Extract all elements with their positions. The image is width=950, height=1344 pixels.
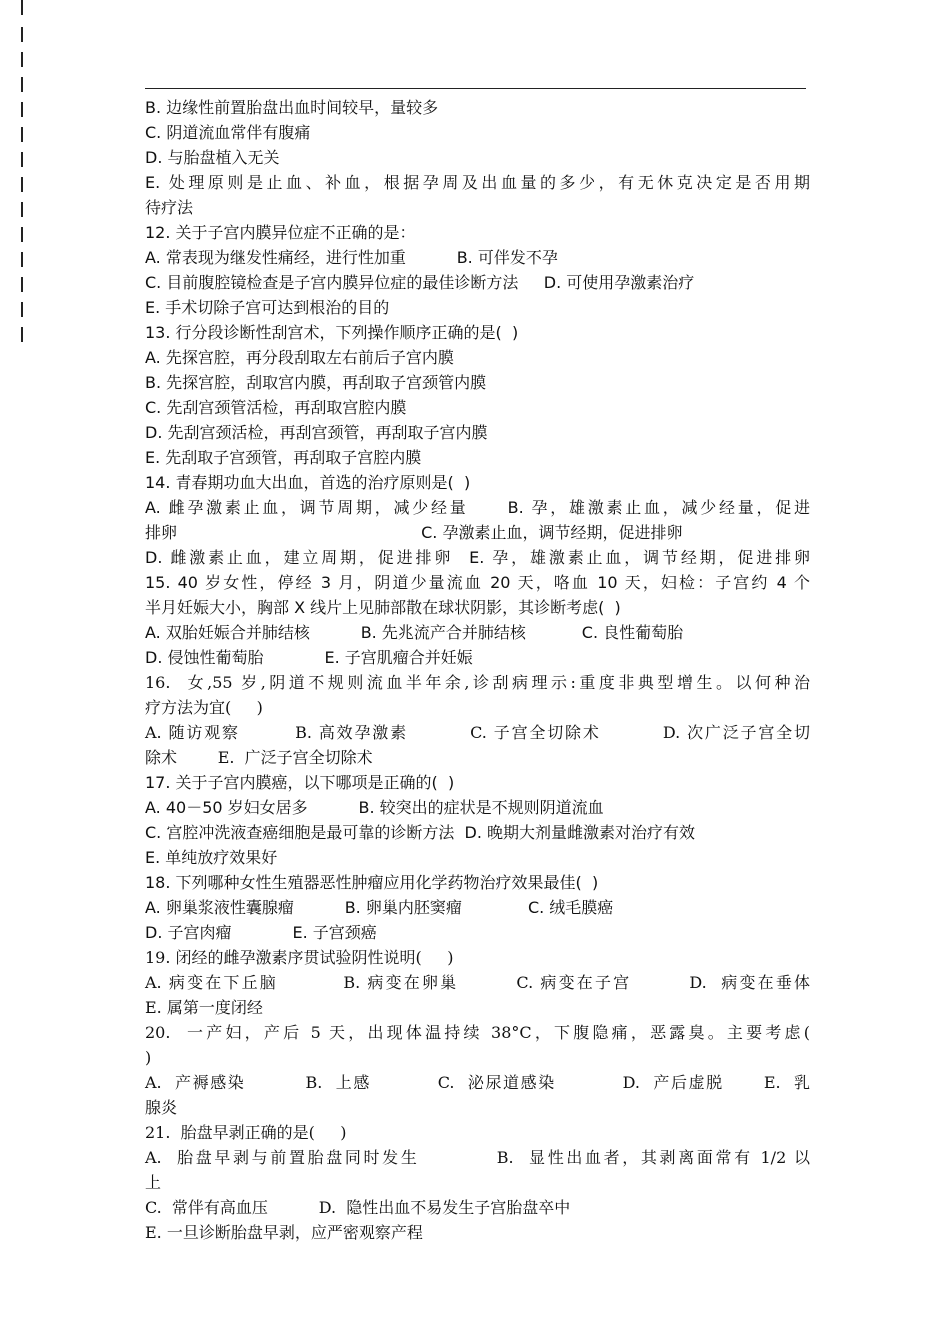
text-line: 排卵 C. 孕激素止血，调节经期，促进排卵 bbox=[145, 523, 683, 542]
text-line: ) bbox=[145, 1048, 152, 1067]
margin-mark bbox=[21, 0, 23, 15]
text-line: E. 单纯放疗效果好 bbox=[145, 848, 278, 867]
text-line: 除术 E. 广泛子宫全切除术 bbox=[145, 748, 373, 767]
text-line: 19. 闭经的雌孕激素序贯试验阴性说明( ) bbox=[145, 948, 454, 967]
margin-mark bbox=[21, 52, 23, 67]
text-line: A. 先探宫腔，再分段刮取左右前后子宫内膜 bbox=[145, 348, 454, 367]
margin-mark bbox=[21, 77, 23, 92]
text-line: A. 双胎妊娠合并肺结核 B. 先兆流产合并肺结核 C. 良性葡萄胎 bbox=[145, 623, 684, 642]
margin-mark bbox=[21, 277, 23, 292]
header-rule bbox=[145, 88, 806, 89]
margin-mark bbox=[21, 177, 23, 192]
margin-mark bbox=[21, 127, 23, 142]
margin-mark bbox=[21, 202, 23, 217]
text-line: D. 侵蚀性葡萄胎 E. 子宫肌瘤合并妊娠 bbox=[145, 648, 473, 667]
text-line: A. 病变在下丘脑 B. 病变在卵巢 C. 病变在子宫 D. 病变在垂体 bbox=[145, 973, 810, 992]
text-line: C. 宫腔冲洗液查癌细胞是最可靠的诊断方法 D. 晚期大剂量雌激素对治疗有效 bbox=[145, 823, 696, 842]
text-line: D. 与胎盘植入无关 bbox=[145, 148, 280, 167]
text-line: D. 雌激素止血，建立周期，促进排卵 E. 孕，雄激素止血，调节经期，促进排卵 bbox=[145, 548, 810, 567]
text-line: E. 属第一度闭经 bbox=[145, 998, 263, 1017]
text-line: 上 bbox=[145, 1173, 162, 1192]
text-line: B. 边缘性前置胎盘出血时间较早，量较多 bbox=[145, 98, 439, 117]
text-line: B. 先探宫腔，刮取宫内膜，再刮取子宫颈管内膜 bbox=[145, 373, 487, 392]
text-line: D. 子宫肉瘤 E. 子宫颈癌 bbox=[145, 923, 377, 942]
text-line: 待疗法 bbox=[145, 198, 194, 217]
text-line: 15. 40 岁女性，停经 3 月，阴道少量流血 20 天，咯血 10 天，妇检：子宫约 4 个 bbox=[145, 573, 810, 592]
text-line: A. 随访观察 B. 高效孕激素 C. 子宫全切除术 D. 次广泛子宫全切 bbox=[145, 723, 810, 742]
text-line: 12. 关于子宫内膜异位症不正确的是： bbox=[145, 223, 416, 242]
text-line: A. 雌孕激素止血，调节周期，减少经量 B. 孕，雄激素止血，减少经量，促进 bbox=[145, 498, 810, 517]
text-line: E. 先刮取子宫颈管，再刮取子宫腔内膜 bbox=[145, 448, 422, 467]
text-line: 20. 一产妇，产后 5 天，出现体温持续 38°C，下腹隐痛，恶露臭。主要考虑( bbox=[145, 1023, 810, 1042]
text-line: E. 处理原则是止血、补血，根据孕周及出血量的多少，有无休克决定是否用期 bbox=[145, 173, 810, 192]
margin-mark bbox=[21, 302, 23, 317]
binding-margin-marks bbox=[21, 0, 25, 360]
text-line: 14. 青春期功血大出血，首选的治疗原则是( ) bbox=[145, 473, 471, 492]
text-line: A. 40－50 岁妇女居多 B. 较突出的症状是不规则阴道流血 bbox=[145, 798, 604, 817]
text-line: C. 目前腹腔镜检查是子宫内膜异位症的最佳诊断方法 D. 可使用孕激素治疗 bbox=[145, 273, 695, 292]
margin-mark bbox=[21, 327, 23, 342]
margin-mark bbox=[21, 227, 23, 242]
text-line: C. 阴道流血常伴有腹痛 bbox=[145, 123, 311, 142]
text-line: 17. 关于子宫内膜癌，以下哪项是正确的( ) bbox=[145, 773, 455, 792]
text-line: 18. 下列哪种女性生殖器恶性肿瘤应用化学药物治疗效果最佳( ) bbox=[145, 873, 599, 892]
text-line: E. 一旦诊断胎盘早剥，应严密观察产程 bbox=[145, 1223, 423, 1242]
text-line: A. 常表现为继发性痛经，进行性加重 B. 可伴发不孕 bbox=[145, 248, 558, 267]
text-line: D. 先刮宫颈活检，再刮宫颈管，再刮取子宫内膜 bbox=[145, 423, 488, 442]
margin-mark bbox=[21, 152, 23, 167]
text-line: A. 胎盘早剥与前置胎盘同时发生 B. 显性出血者，其剥离面常有 1/2 以 bbox=[145, 1148, 810, 1167]
text-line: 13. 行分段诊断性刮宫术，下列操作顺序正确的是( ) bbox=[145, 323, 519, 342]
text-line: 腺炎 bbox=[145, 1098, 178, 1117]
text-line: 疗方法为宜( ) bbox=[145, 698, 263, 717]
text-line: A. 卵巢浆液性囊腺瘤 B. 卵巢内胚窦瘤 C. 绒毛膜癌 bbox=[145, 898, 614, 917]
document-body bbox=[145, 95, 810, 1245]
text-line: C. 先刮宫颈管活检，再刮取宫腔内膜 bbox=[145, 398, 407, 417]
margin-mark bbox=[21, 102, 23, 117]
text-line: C. 常伴有高血压 D. 隐性出血不易发生子宫胎盘卒中 bbox=[145, 1198, 571, 1217]
margin-mark bbox=[21, 27, 23, 42]
text-line: E. 手术切除子宫可达到根治的目的 bbox=[145, 298, 390, 317]
text-line: 半月妊娠大小，胸部 X 线片上见肺部散在球状阴影，其诊断考虑( ) bbox=[145, 598, 621, 617]
text-line: 16. 女,55 岁,阴道不规则流血半年余,诊刮病理示:重度非典型增生。以何种治 bbox=[145, 673, 810, 692]
text-line: A. 产褥感染 B. 上感 C. 泌尿道感染 D. 产后虚脱 E. 乳 bbox=[145, 1073, 810, 1092]
margin-mark bbox=[21, 252, 23, 267]
text-line: 21. 胎盘早剥正确的是( ) bbox=[145, 1123, 347, 1142]
